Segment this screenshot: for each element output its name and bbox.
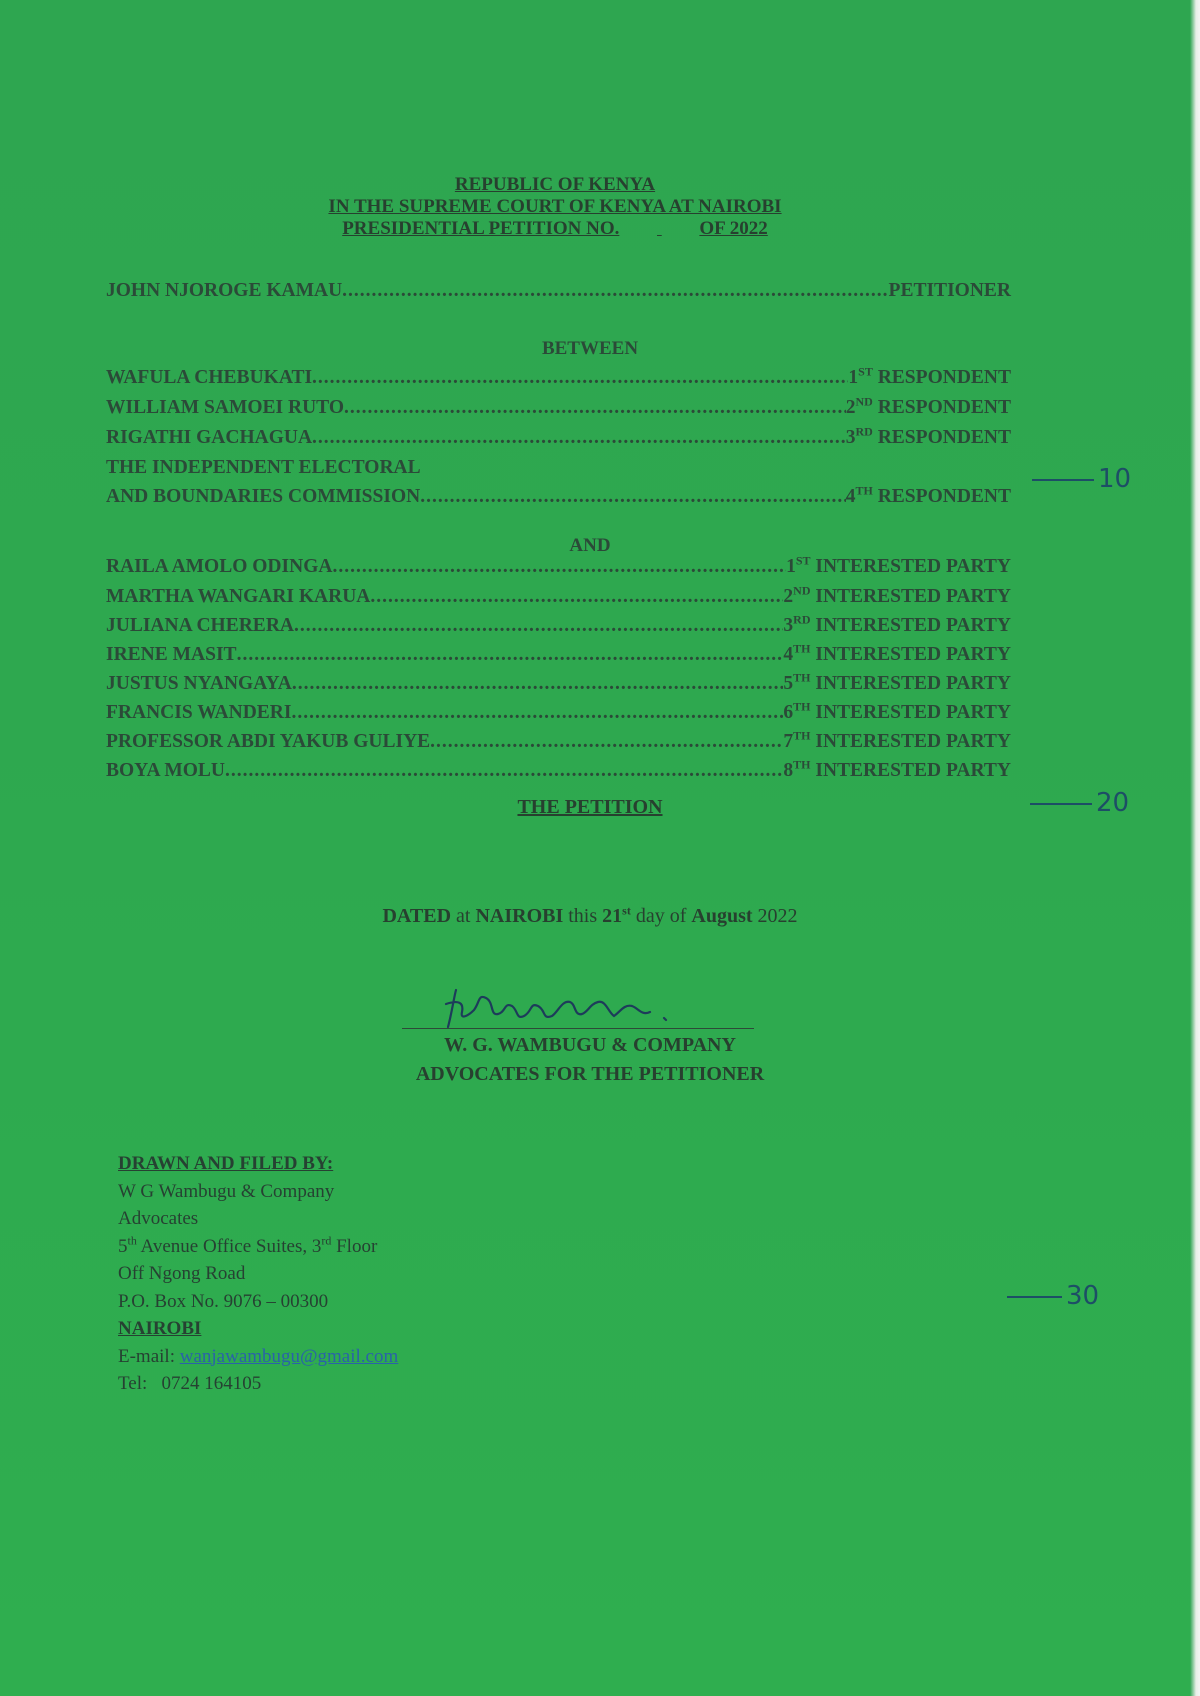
handwritten-signature: [438, 972, 738, 1042]
respondent-name: WILLIAM SAMOEI RUTO: [106, 397, 345, 418]
respondent-row: [106, 363, 1011, 393]
header-republic: REPUBLIC OF KENYA: [454, 174, 656, 195]
drawn-address: 5th Avenue Office Suites, 3rd Floor: [118, 1233, 378, 1257]
petitioner-line: [106, 276, 1011, 306]
drawn-advocates: Advocates: [118, 1208, 199, 1229]
interested-party-row: PROFESSOR ABDI YAKUB GULIYE ..... 7TH INTERESTED PARTY: [106, 727, 1011, 757]
interested-party-row: BOYA MOLU ..... 8TH INTERESTED PARTY: [106, 756, 1011, 786]
interested-party-row: IRENE MASIT ..... 4TH INTERESTED PARTY: [106, 640, 1011, 670]
dated-line: DATED at NAIROBI this 21st day of August 2022: [382, 903, 798, 927]
respondent-role: 2ND RESPONDENT: [845, 394, 1011, 418]
interested-party-row: MARTHA WANGARI KARUA ..... 2ND INTERESTED PARTY: [106, 582, 1011, 612]
petition-title: THE PETITION: [517, 796, 663, 818]
respondent-role: 1ST RESPONDENT: [848, 364, 1011, 388]
respondent-row: [106, 423, 1011, 453]
respondent-role: 3RD RESPONDENT: [845, 424, 1011, 448]
petitioner-role: PETITIONER: [888, 280, 1011, 301]
between-label: BETWEEN: [541, 338, 639, 359]
firm-role: ADVOCATES FOR THE PETITIONER: [415, 1063, 765, 1085]
drawn-filed-title: DRAWN AND FILED BY:: [118, 1153, 334, 1174]
interested-party-row: RAILA AMOLO ODINGA ..... 1ST INTERESTED PARTY: [106, 552, 1011, 582]
drawn-email: E-mail: wanjawambugu@gmail.com: [118, 1345, 399, 1367]
drawn-firm: W G Wambugu & Company: [118, 1180, 335, 1202]
signature-line: [402, 1028, 754, 1029]
respondent-role: 4TH RESPONDENT: [845, 483, 1011, 507]
interested-party-row: FRANCIS WANDERI ..... 6TH INTERESTED PARTY: [106, 698, 1011, 728]
margin-line-marker: 30: [1007, 1281, 1099, 1311]
drawn-po-box: P.O. Box No. 9076 – 00300: [118, 1290, 329, 1312]
drawn-and-filed-block: [118, 1150, 558, 1398]
interested-party-row: JULIANA CHERERA ..... 3RD INTERESTED PARTY: [106, 611, 1011, 641]
email-link[interactable]: wanjawambugu@gmail.com: [179, 1345, 399, 1367]
respondent-name: WAFULA CHEBUKATI: [106, 367, 313, 388]
margin-line-marker: 10: [1032, 464, 1131, 494]
respondent-row: [106, 482, 1011, 512]
header-petition-number: PRESIDENTIAL PETITION NO. OF 2022: [342, 218, 768, 239]
drawn-road: Off Ngong Road: [118, 1263, 246, 1284]
firm-name: W. G. WAMBUGU & COMPANY: [444, 1034, 736, 1056]
interested-party-row: JUSTUS NYANGAYA ..... 5TH INTERESTED PARTY: [106, 669, 1011, 699]
respondent-name: AND BOUNDARIES COMMISSION: [106, 486, 421, 507]
margin-line-marker: 20: [1030, 788, 1129, 818]
drawn-tel: Tel: 0724 164105: [118, 1373, 262, 1394]
petitioner-name: JOHN NJOROGE KAMAU: [106, 280, 343, 301]
and-label: AND: [569, 535, 611, 556]
respondent-row: [106, 393, 1011, 423]
drawn-city: NAIROBI: [118, 1318, 202, 1339]
page-edge: [1190, 0, 1200, 1696]
respondent-name: RIGATHI GACHAGUA: [106, 427, 313, 448]
header-court: IN THE SUPREME COURT OF KENYA AT NAIROBI: [328, 196, 782, 217]
respondent-name-line1: THE INDEPENDENT ELECTORAL: [106, 457, 421, 478]
